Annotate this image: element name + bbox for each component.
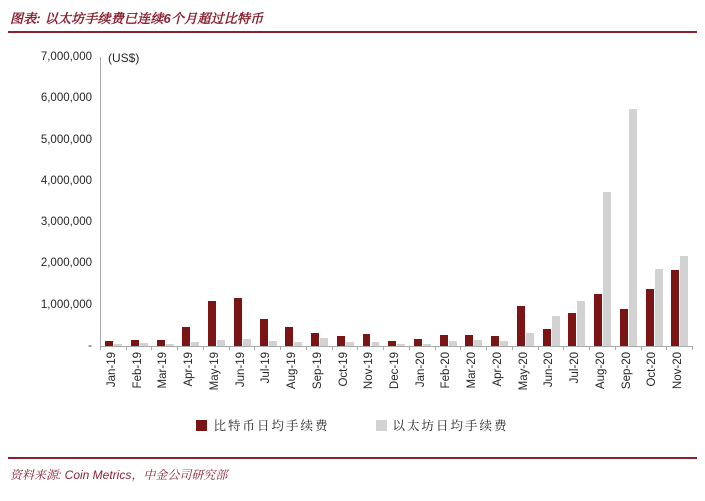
x-tick-label-May-19: May-19 [208,352,221,391]
series-1-bar-Apr-20 [500,341,508,346]
x-tick-label-Apr-20: Apr-20 [491,352,504,387]
x-tick-label-Jan-20: Jan-20 [414,352,427,388]
x-axis-tick [280,347,281,350]
bar-group-Jan-19 [101,57,127,346]
series-0-bar-Jan-20 [414,339,422,346]
series-1-bar-May-19 [217,340,225,346]
x-axis-tick [100,347,101,350]
bar-group-Jul-19 [255,57,281,346]
series-1-bar-Jul-19 [269,341,277,346]
y-tick-label-3,000,000: 3,000,000 [40,216,92,229]
x-axis-tick [203,347,204,350]
series-1-bar-Sep-19 [320,338,328,346]
y-tick-label-5,000,000: 5,000,000 [40,133,92,146]
x-axis-tick [254,347,255,350]
series-1-bar-Dec-19 [397,344,405,346]
legend [0,416,705,434]
y-axis-unit-label: (US$) [108,51,140,65]
x-axis-tick [538,347,539,350]
bar-group-Jun-19 [230,57,256,346]
x-tick-label-Feb-20: Feb-20 [440,352,453,389]
series-1-bar-Sep-20 [629,109,637,346]
x-tick-label-Feb-19: Feb-19 [131,352,144,389]
x-axis-tick [666,347,667,350]
x-axis-tick [409,347,410,350]
series-1-bar-Feb-19 [140,343,148,346]
x-tick-label-Dec-19: Dec-19 [389,352,401,390]
series-0-bar-Feb-20 [440,335,448,346]
bar-group-Sep-20 [616,57,642,346]
bar-group-Oct-19 [333,57,359,346]
x-tick-label-Oct-20: Oct-20 [646,352,659,387]
x-tick-label-Jun-20: Jun-20 [543,352,556,388]
series-1-bar-Aug-19 [294,342,302,346]
series-1-bar-May-20 [526,333,534,346]
series-0-bar-Nov-19 [363,334,371,346]
series-0-bar-May-19 [208,301,216,346]
bar-group-Jan-20 [410,57,436,346]
series-0-bar-Nov-20 [671,270,679,346]
series-0-bar-Jul-19 [260,319,268,346]
x-axis-tick [357,347,358,350]
bar-group-Feb-19 [127,57,153,346]
series-0-bar-Aug-20 [594,294,602,346]
series-0-bar-Sep-20 [620,309,628,346]
x-tick-label-Sep-20: Sep-20 [620,352,633,390]
x-axis-tick [692,347,693,350]
x-tick-label-Aug-19: Aug-19 [286,352,299,390]
plot-area [100,57,693,347]
legend-item-1 [376,416,509,434]
legend-swatch-icon [376,420,387,431]
bar-group-Apr-19 [178,57,204,346]
x-axis-tick [435,347,436,350]
series-1-bar-Jul-20 [577,301,585,346]
legend-item-0 [196,416,329,434]
series-1-bar-Nov-20 [680,256,688,346]
series-1-bar-Nov-19 [372,342,380,346]
series-1-bar-Feb-20 [449,341,457,346]
series-0-bar-Jun-19 [234,298,242,346]
series-0-bar-Jan-19 [105,341,113,346]
series-1-bar-Apr-19 [191,342,199,346]
x-axis-tick [512,347,513,350]
x-tick-label-Nov-19: Nov-19 [363,352,376,390]
x-tick-label-Mar-20: Mar-20 [466,352,479,389]
x-tick-label-Nov-20: Nov-20 [672,352,685,390]
legend-label: 以太坊日均手续费 [392,419,509,433]
series-0-bar-Mar-20 [465,335,473,346]
series-0-bar-Apr-19 [182,327,190,346]
series-0-bar-Jul-20 [568,313,576,346]
x-axis-tick [126,347,127,350]
x-tick-label-May-20: May-20 [517,352,530,391]
x-tick-label-Aug-20: Aug-20 [594,352,607,390]
x-tick-label-Jul-20: Jul-20 [569,352,582,384]
series-0-bar-Apr-20 [491,336,499,346]
y-tick-label-6,000,000: 6,000,000 [40,92,92,105]
bar-group-May-20 [513,57,539,346]
series-1-bar-Aug-20 [603,192,611,346]
bar-group-Aug-20 [590,57,616,346]
bar-group-Sep-19 [307,57,333,346]
x-axis-tick [641,347,642,350]
bar-group-Nov-19 [358,57,384,346]
series-1-bar-Oct-19 [346,342,354,346]
x-tick-label-Apr-19: Apr-19 [183,352,196,387]
y-tick-label-1,000,000: 1,000,000 [40,298,92,311]
x-tick-label-Jun-19: Jun-19 [234,352,247,388]
x-axis-tick [460,347,461,350]
bar-group-Apr-20 [487,57,513,346]
series-0-bar-Oct-20 [646,289,654,346]
legend-label: 比特币日均手续费 [213,419,330,433]
bar-group-Dec-19 [384,57,410,346]
series-1-bar-Mar-20 [474,340,482,346]
x-axis-tick [177,347,178,350]
y-tick-label-2,000,000: 2,000,000 [40,257,92,270]
legend-swatch-icon [196,420,207,431]
bar-group-Feb-20 [436,57,462,346]
x-axis-tick [589,347,590,350]
series-0-bar-Jun-20 [543,329,551,346]
series-1-bar-Mar-19 [166,344,174,346]
series-1-bar-Jun-19 [243,339,251,346]
bar-group-Jul-20 [564,57,590,346]
x-axis-tick [229,347,230,350]
bar-group-May-19 [204,57,230,346]
bar-group-Oct-20 [642,57,668,346]
series-0-bar-Feb-19 [131,340,139,346]
x-tick-label-Sep-19: Sep-19 [311,352,324,390]
y-tick-label-7,000,000: 7,000,000 [40,51,92,63]
x-axis-tick [383,347,384,350]
series-0-bar-Oct-19 [337,336,345,346]
series-1-bar-Jan-19 [114,344,122,346]
x-axis-tick [332,347,333,350]
bar-group-Mar-19 [152,57,178,346]
source-note: 资料来源: Coin Metrics，中金公司研究部 [10,468,228,482]
y-tick-label--: - [88,340,92,352]
series-1-bar-Jan-20 [423,344,431,346]
x-axis-tick [615,347,616,350]
x-tick-label-Mar-19: Mar-19 [157,352,170,389]
series-0-bar-May-20 [517,306,525,346]
bar-group-Mar-20 [461,57,487,346]
series-0-bar-Sep-19 [311,333,319,346]
title-divider [8,31,697,33]
x-tick-label-Oct-19: Oct-19 [337,352,350,387]
x-axis-tick [486,347,487,350]
series-0-bar-Mar-19 [157,340,165,346]
x-axis-tick [151,347,152,350]
x-axis-tick [563,347,564,350]
bar-group-Jun-20 [539,57,565,346]
series-0-bar-Aug-19 [285,327,293,346]
y-tick-label-4,000,000: 4,000,000 [40,174,92,187]
chart-title: 图表: 以太坊手续费已连续6个月超过比特币 [10,11,264,26]
bar-group-Nov-20 [667,57,693,346]
series-1-bar-Oct-20 [655,269,663,346]
series-1-bar-Jun-20 [552,316,560,346]
bar-group-Aug-19 [281,57,307,346]
series-0-bar-Dec-19 [388,341,396,346]
x-tick-label-Jan-19: Jan-19 [105,352,118,388]
footer-divider [8,457,697,459]
x-axis-tick [306,347,307,350]
x-tick-label-Jul-19: Jul-19 [260,352,273,384]
